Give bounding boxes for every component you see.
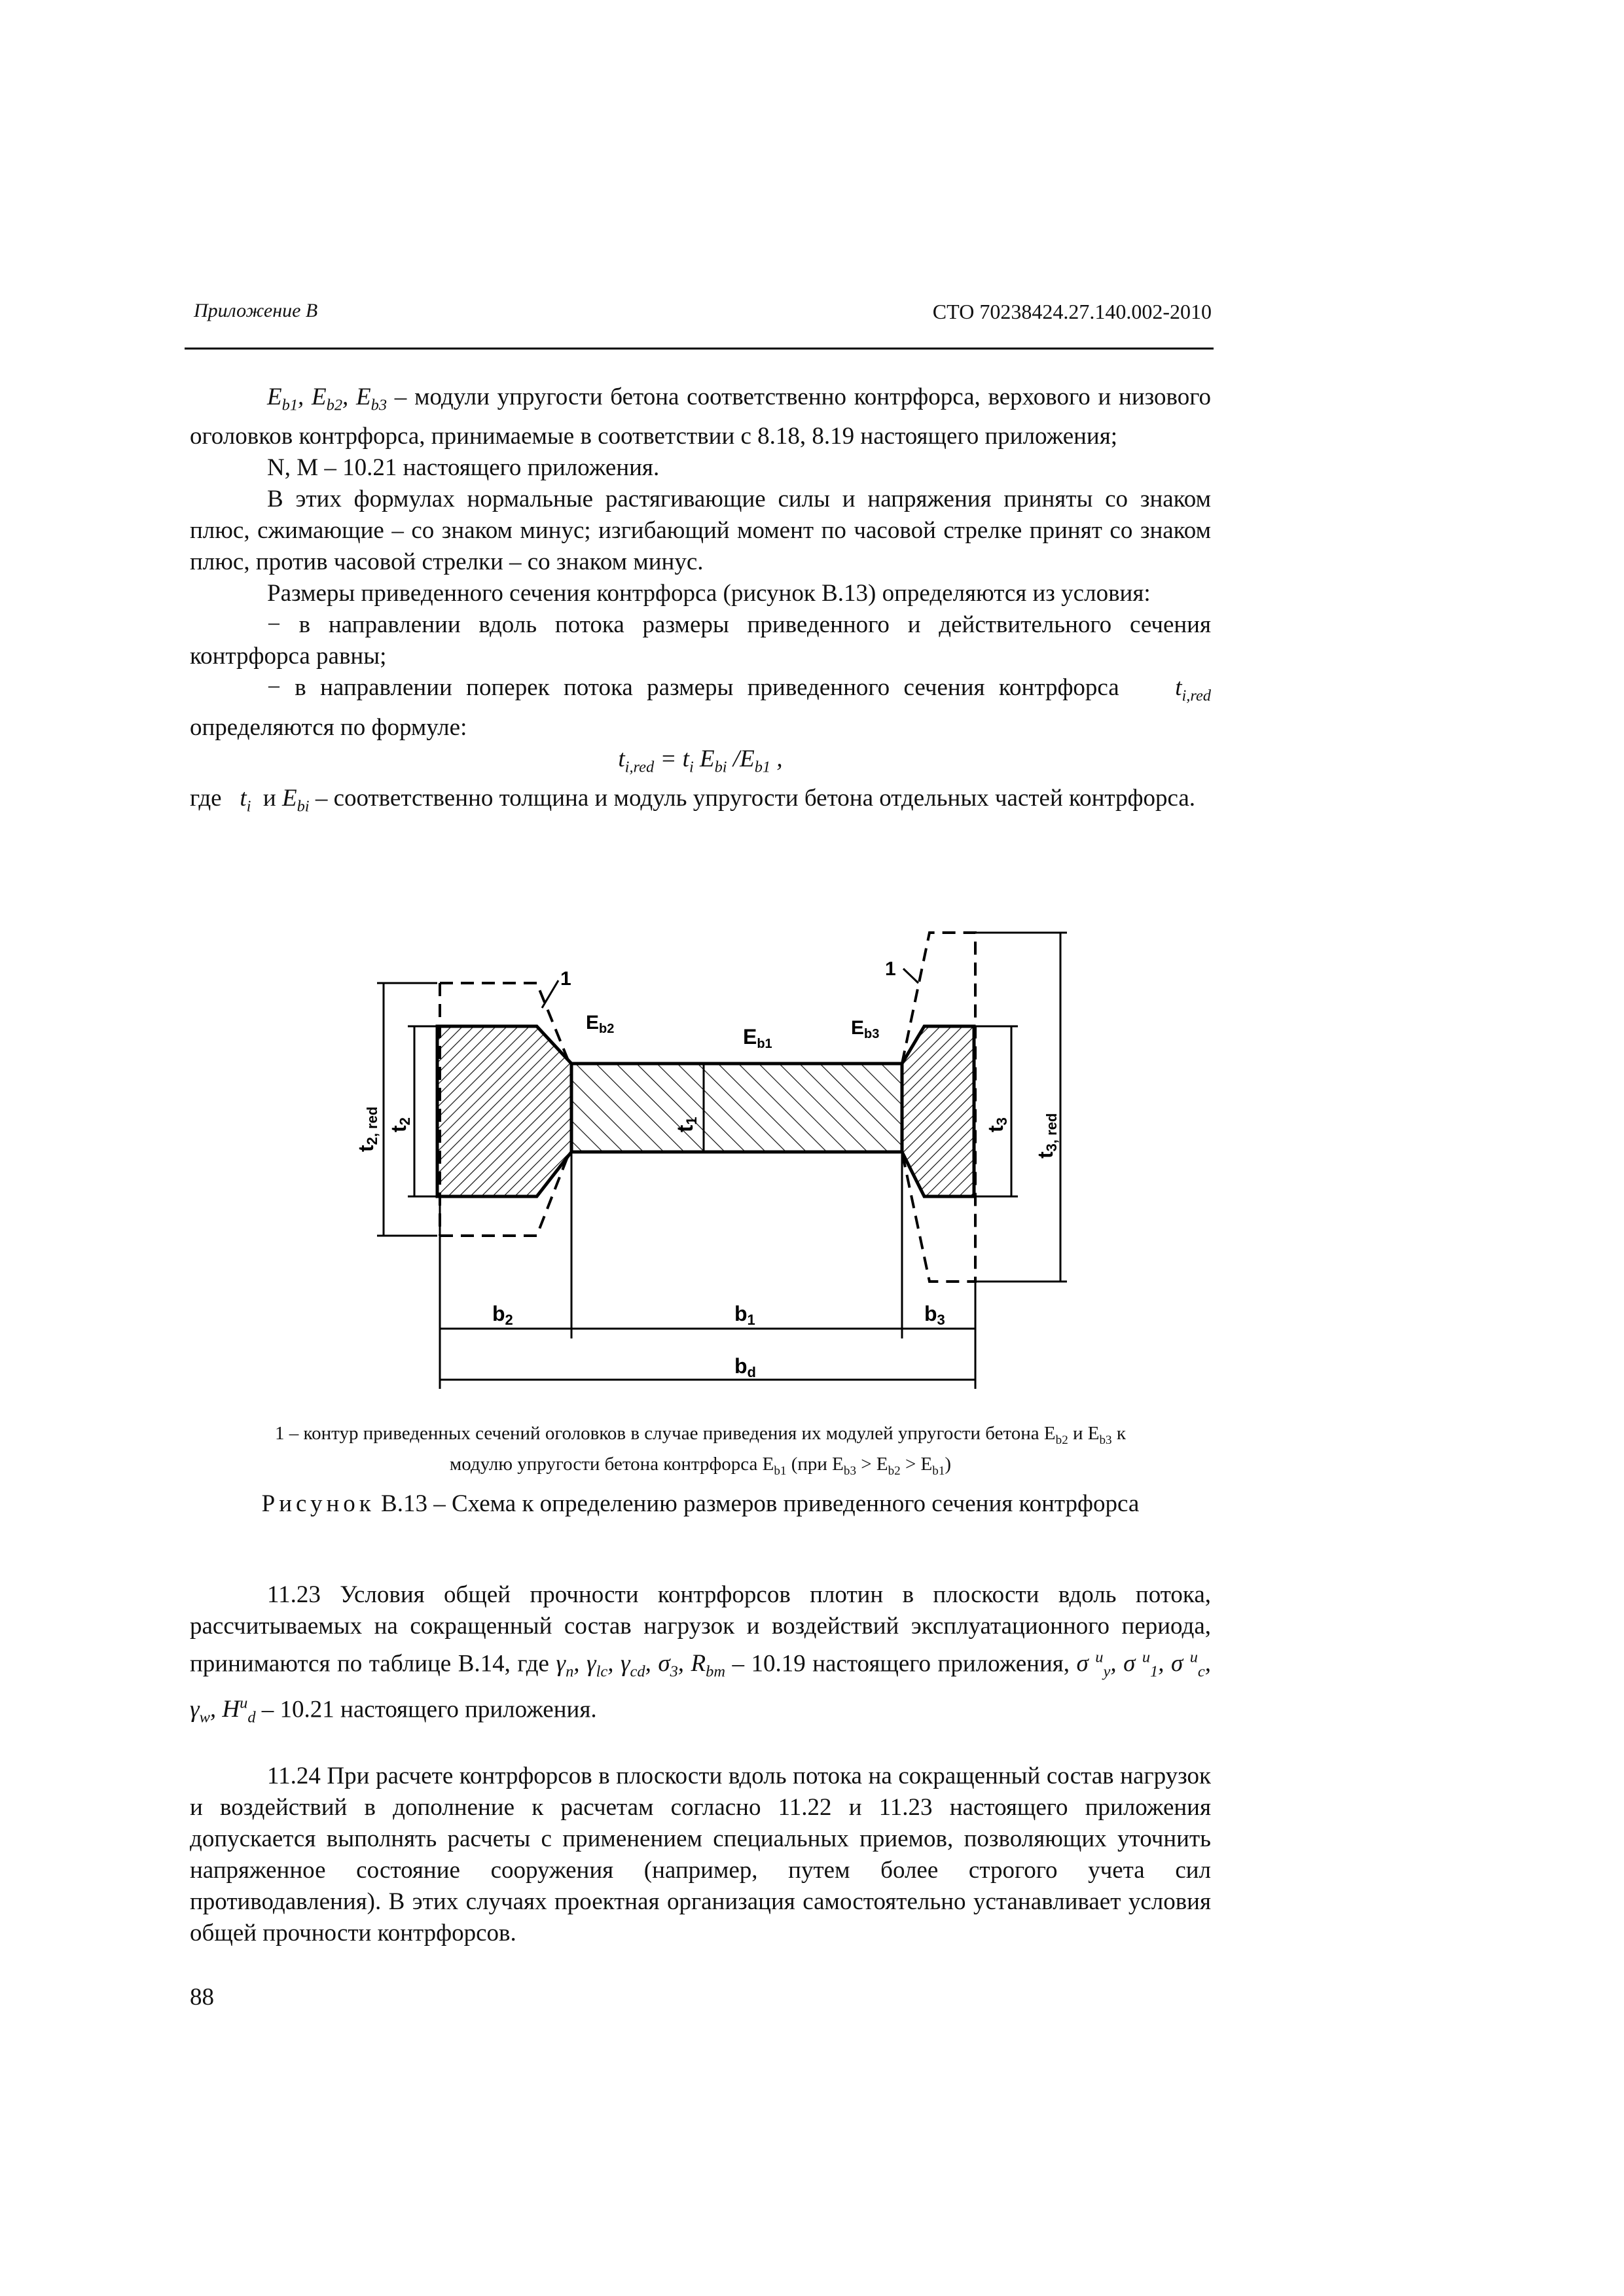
head-left — [437, 1026, 571, 1196]
figure-note-line1-text: 1 – контур приведенных сечений оголовков в случае приведения их модулей упругости бетона E — [275, 1423, 1056, 1444]
figure-caption-text: В.13 – Схема к определению размеров приведенного сечения контрфорса — [381, 1490, 1140, 1517]
figure-caption — [190, 1490, 1211, 1518]
page-number: 88 — [190, 1984, 214, 2011]
label-one-left: 1 — [560, 968, 571, 990]
paragraph-across-flow-tail: определяются по формуле: — [190, 713, 467, 741]
dimension-t3 — [974, 1026, 1018, 1196]
leader-one-left — [542, 980, 558, 1008]
where-word: где — [190, 785, 222, 812]
label-one-right: 1 — [885, 958, 896, 980]
formula: $t_{i,red} = t_i$ $E_{bi}$ $/E_{b1}$ , — [618, 745, 783, 776]
and-word: и — [262, 785, 276, 812]
label-b1: b1 — [734, 1302, 755, 1328]
label-bd: bd — [734, 1354, 756, 1380]
figure-note-line1: 1 – контур приведенных сечений оголовков в случае приведения их модулей упругости бетона $E_{b2}$ и $E_{b3}$ к — [275, 1423, 1126, 1447]
figure-caption-word: Рисунок — [261, 1490, 375, 1517]
section-11-23-mid: – 10.19 настоящего приложения, — [732, 1650, 1070, 1677]
figure-note — [190, 1422, 1211, 1483]
label-eb3: $E_{b3}$ — [851, 1017, 880, 1041]
paragraph-nm: N, M – 10.21 настоящего приложения. — [267, 454, 660, 482]
label-t2: t2 — [387, 1117, 413, 1132]
header-left: Приложение В — [194, 300, 318, 321]
label-t2red: t2, red — [354, 1106, 380, 1152]
paragraph-signs: В этих формулах нормальные растягивающие силы и напряжения приняты со знаком плюс, сжимающие – со знаком минус; изгибающий момент по часовой стрелке принят со знаком плюс, против часовой стрелки – со знаком минус. — [190, 486, 1211, 576]
label-eb2: $E_{b2}$ — [586, 1012, 615, 1036]
web-section — [571, 1064, 902, 1152]
label-b3: b3 — [924, 1302, 945, 1328]
paragraph-across-flow-text: − в направлении поперек потока размеры приведенного сечения контрфорса — [267, 674, 1119, 702]
label-t1: t1 — [673, 1117, 700, 1132]
where-text: – соответственно толщина и модуль упругости бетона отдельных частей контрфорса. — [315, 785, 1196, 812]
section-11-23-text: 11.23 Условия общей прочности контрфорсов плотин в плоскости вдоль потока, рассчитываемых на сокращенный состав нагрузок и воздействий эксплуатационного периода, принимаются по таблице В.14, где — [190, 1581, 1211, 1677]
paragraph-across-flow: − в направлении поперек потока размеры приведенного сечения контрфорса $t_{i,red}$ определяются по формуле: — [190, 674, 1211, 741]
label-b2: b2 — [492, 1302, 513, 1328]
label-t3: t3 — [984, 1117, 1010, 1132]
leader-one-right — [903, 969, 918, 983]
head-right — [902, 1026, 974, 1196]
figure-note-line2: модулю упругости бетона контрфорса $E_{b1}$ (при $E_{b3} > E_{b2} > E_{b1}$) — [449, 1453, 952, 1478]
dimension-t2red — [377, 983, 437, 1236]
paragraph-sizes: Размеры приведенного сечения контрфорса (рисунок В.13) определяются из условия: — [267, 580, 1151, 607]
lower-text — [190, 1579, 1211, 1949]
section-11-24: 11.24 При расчете контрфорсов в плоскости вдоль потока на сокращенный состав нагрузок и воздействий в дополнение к расчетам согласно 11.22 и 11.23 настоящего приложения допускается выполнять расчеты с применением специальных приемов, позволяющих уточнить напряженное состояние сооружения (например, путем более строгого учета сил противодавления). В этих случаях проектная организация самостоятельно устанавливает условия общей прочности контрфорсов. — [190, 1763, 1211, 1947]
label-eb1: Eb1 — [743, 1025, 772, 1051]
paragraph-moduli: $E_{b1}$, $E_{b2}$, $E_{b3}$ – модули упругости бетона соответственно контрфорса, верхового и низового оголовков контрфорса, принимаемые в соответствии с 8.18, 8.19 настоящего приложения; — [190, 384, 1212, 450]
label-t3red: t3, red — [1034, 1113, 1060, 1158]
paragraph-moduli-text: модули упругости бетона соответственно контрфорса, верхового и низового оголовков контрфорса, принимаемые в соответствии с 8.18, 8.19 настоящего приложения; — [190, 384, 1212, 450]
section-11-23: 11.23 Условия общей прочности контрфорсов плотин в плоскости вдоль потока, рассчитываемых на сокращенный состав нагрузок и воздействий эксплуатационного периода, принимаются по таблице В.14, где $\gamma_n$, $\gamma_{lc}$, $\gamma_{cd}$, $\sigma_3$, $R_{bт} - 10.19$ настоящего приложения, σ $^u_y$, σ $^u_1$, σ $^u_c$, $\gamma_w$, $H^u_d - 10.21$ настоящего приложения. — [190, 1581, 1212, 1727]
header-right: СТО 70238424.27.140.002-2010 — [932, 300, 1212, 323]
section-11-23-end: – 10.21 настоящего приложения. — [261, 1696, 597, 1723]
paragraph-where: где $t_i$ и $E_{bi}$ – соответственно толщина и модуль упругости бетона отдельных частей контрфорса. — [190, 785, 1196, 816]
dimension-t2 — [408, 1026, 437, 1196]
dimension-t3red — [975, 933, 1067, 1282]
paragraph-along-flow: − в направлении вдоль потока размеры приведенного и действительного сечения контрфорса равны; — [190, 611, 1211, 670]
figure-note-line2-text: модулю упругости бетона контрфорса E — [449, 1453, 774, 1475]
